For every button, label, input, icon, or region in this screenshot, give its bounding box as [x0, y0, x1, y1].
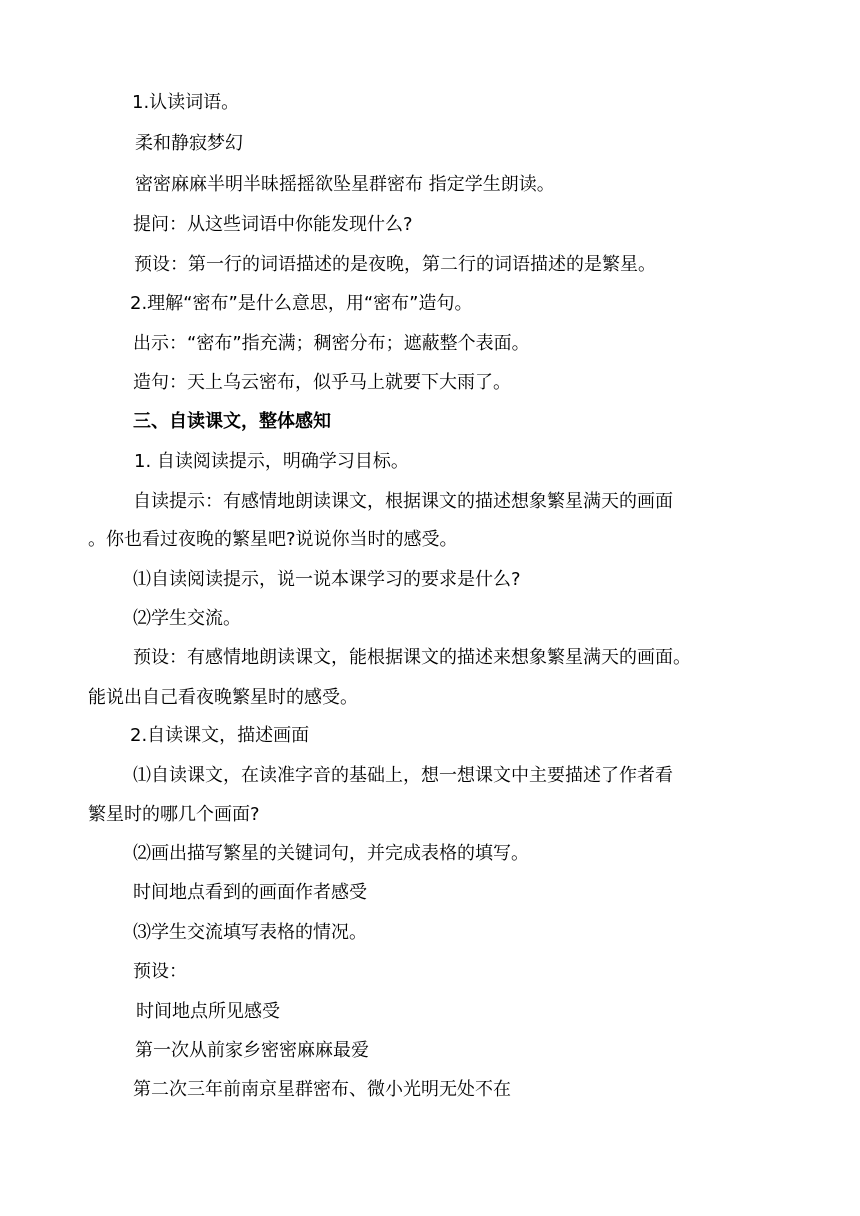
- text-line-describe-step-3: ⑶学生交流填写表格的情况。: [133, 922, 367, 943]
- text-line-preset-3: 预设：: [133, 961, 187, 982]
- text-line-step-2: ⑵学生交流。: [133, 608, 241, 629]
- text-line-reading-tips-goal: 1. 自读阅读提示，明确学习目标。: [134, 451, 409, 472]
- text-line-describe-pictures: 2.自读课文，描述画面: [130, 725, 310, 746]
- text-line-table-row-2: 第二次三年前南京星群密布、微小光明无处不在: [133, 1079, 511, 1100]
- text-line-describe-step-1-cont: 繁星时的哪几个画面?: [88, 804, 260, 825]
- text-line-preset-1: 预设：第一行的词语描述的是夜晚，第二行的词语描述的是繁星。: [134, 254, 656, 275]
- text-line-describe-step-1: ⑴自读课文，在读准字音的基础上，想一想课文中主要描述了作者看: [133, 765, 673, 786]
- text-line-word-row-1: 柔和静寂梦幻: [135, 133, 243, 154]
- text-line-word-reading: 1.认读词语。: [132, 92, 240, 113]
- section-heading-self-reading: 三、自读课文，整体感知: [133, 411, 331, 432]
- text-line-preset-2-cont: 能说出自己看夜晚繁星时的感受。: [88, 687, 358, 708]
- text-line-describe-step-2: ⑵画出描写繁星的关键词句，并完成表格的填写。: [133, 843, 529, 864]
- text-line-preset-2: 预设：有感情地朗读课文，能根据课文的描述来想象繁星满天的画面。: [133, 647, 691, 668]
- text-line-table-row-1: 第一次从前家乡密密麻麻最爱: [135, 1040, 369, 1061]
- text-line-table-columns: 时间地点所见感受: [136, 1001, 280, 1022]
- text-line-question: 提问：从这些词语中你能发现什么?: [133, 214, 413, 235]
- text-line-show-definition: 出示：“密布”指充满；稠密分布；遮蔽整个表面。: [133, 333, 530, 354]
- text-line-word-row-2: 密密麻麻半明半昧摇摇欲坠星群密布 指定学生朗读。: [135, 174, 555, 195]
- text-line-reading-tips-cont: 。你也看过夜晚的繁星吧?说说你当时的感受。: [88, 529, 458, 550]
- text-line-reading-tips: 自读提示：有感情地朗读课文，根据课文的描述想象繁星满天的画面: [133, 491, 673, 512]
- text-line-step-1: ⑴自读阅读提示，说一说本课学习的要求是什么?: [133, 569, 521, 590]
- text-line-sentence-example: 造句：天上乌云密布，似乎马上就要下大雨了。: [133, 372, 511, 393]
- text-line-understand-mibu: 2.理解“密布”是什么意思，用“密布”造句。: [130, 293, 473, 314]
- text-line-table-header: 时间地点看到的画面作者感受: [133, 882, 367, 903]
